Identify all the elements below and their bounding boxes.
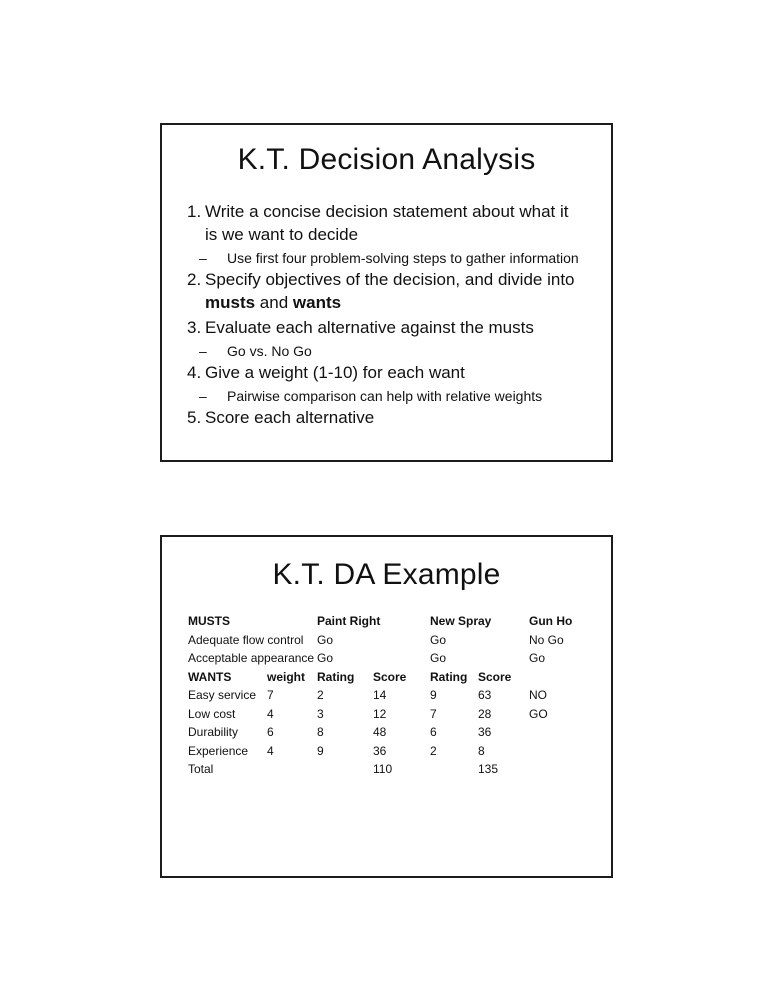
list-item-number: 4. — [187, 363, 202, 382]
table-cell: 7 — [267, 688, 274, 702]
table-row — [188, 649, 611, 668]
list-item-number: 1. — [187, 202, 202, 221]
text-segment: and — [255, 293, 293, 312]
table-cell: Go — [430, 632, 447, 647]
table-cell: 28 — [478, 706, 492, 721]
table-cell: 63 — [478, 688, 492, 702]
table-cell: WANTS — [188, 669, 232, 684]
table-cell: 135 — [478, 762, 499, 776]
table-row — [188, 723, 611, 742]
table-cell: New Spray — [430, 614, 492, 628]
table-cell: Go — [317, 651, 334, 665]
list-item — [187, 316, 601, 339]
list-item — [187, 406, 601, 429]
table-cell: 8 — [478, 743, 485, 758]
decision-steps-list — [162, 200, 611, 429]
sub-item-text: Use first four problem-solving steps to gather information — [227, 250, 579, 266]
table-cell: No Go — [529, 632, 564, 647]
table-cell: 9 — [430, 688, 437, 702]
table-cell: Rating — [430, 669, 468, 684]
decision-analysis-table — [188, 612, 611, 779]
sub-item-text: Pairwise comparison can help with relative weights — [227, 388, 543, 404]
table-cell: Score — [373, 669, 407, 684]
sub-list — [199, 386, 601, 406]
table-row-wants-header — [188, 668, 611, 687]
table-cell: Total — [188, 762, 214, 776]
table-cell: Go — [317, 632, 334, 647]
table-cell: 2 — [317, 688, 324, 702]
table-row — [188, 686, 611, 705]
table-cell: Go — [430, 651, 447, 665]
table-cell: Rating — [317, 669, 355, 684]
table-cell: 110 — [373, 762, 393, 776]
sub-list-item — [199, 341, 601, 361]
sub-list-item — [199, 248, 601, 268]
table-cell: weight — [267, 669, 305, 684]
table-cell: 2 — [430, 743, 437, 758]
table-cell: 6 — [430, 725, 437, 739]
table-row — [188, 631, 611, 650]
table-cell: 36 — [478, 725, 492, 739]
list-item-text: Give a weight (1-10) for each want — [205, 363, 465, 382]
sub-item-text: Go vs. No Go — [227, 343, 312, 359]
text-segment: Specify objectives of the decision, and divide into — [205, 270, 575, 289]
slide-title: K.T. DA Example — [272, 558, 501, 591]
table-cell: Easy service — [188, 688, 257, 702]
list-item-number: 3. — [187, 318, 202, 337]
table-row — [188, 705, 611, 724]
table-row-total — [188, 760, 611, 779]
table-cell: Acceptable appearance — [188, 651, 315, 665]
sub-list — [199, 341, 601, 361]
table-cell: Low cost — [188, 706, 236, 721]
sub-list-item — [199, 386, 601, 406]
table-cell: 4 — [267, 706, 274, 721]
list-item-number: 2. — [187, 270, 202, 289]
slide-da-example — [160, 535, 613, 878]
dash-marker: – — [199, 250, 207, 266]
table-cell: 6 — [267, 725, 274, 739]
table-cell: 8 — [317, 725, 324, 739]
table-cell: Paint Right — [317, 614, 381, 628]
bold-word-musts: musts — [205, 293, 256, 312]
table-cell: NO — [529, 688, 547, 702]
table-cell: MUSTS — [188, 614, 230, 628]
slide-decision-analysis — [160, 123, 613, 462]
table-cell: 12 — [373, 706, 387, 721]
table-cell: Gun Ho — [529, 614, 573, 628]
table-cell: 14 — [373, 688, 387, 702]
dash-marker: – — [199, 388, 207, 404]
table-cell: Adequate flow control — [188, 632, 304, 647]
list-item — [187, 361, 601, 384]
dash-marker: – — [199, 343, 207, 359]
list-item-number: 5. — [187, 408, 202, 427]
bold-word-wants: wants — [292, 293, 342, 312]
table-row — [188, 742, 611, 761]
table-row-musts-header — [188, 612, 611, 631]
sub-list — [199, 248, 601, 268]
list-item-text: Score each alternative — [205, 408, 375, 427]
table-cell: GO — [529, 706, 548, 721]
table-cell: 48 — [373, 725, 387, 739]
slide-title: K.T. Decision Analysis — [237, 143, 536, 176]
table-cell: 7 — [430, 706, 437, 721]
table-cell: 4 — [267, 743, 274, 758]
table-cell: Go — [529, 651, 546, 665]
table-cell: 3 — [317, 706, 324, 721]
list-item — [187, 200, 601, 246]
table-cell: 9 — [317, 743, 324, 758]
table-cell: Score — [478, 669, 512, 684]
list-item-text — [205, 268, 583, 314]
table-cell: 36 — [373, 743, 387, 758]
list-item-text: Write a concise decision statement about what it is we want to decide — [205, 202, 569, 244]
list-item-text: Evaluate each alternative against the musts — [205, 318, 534, 337]
table-cell: Durability — [188, 725, 239, 739]
table-cell: Experience — [188, 743, 249, 758]
list-item — [187, 268, 601, 314]
